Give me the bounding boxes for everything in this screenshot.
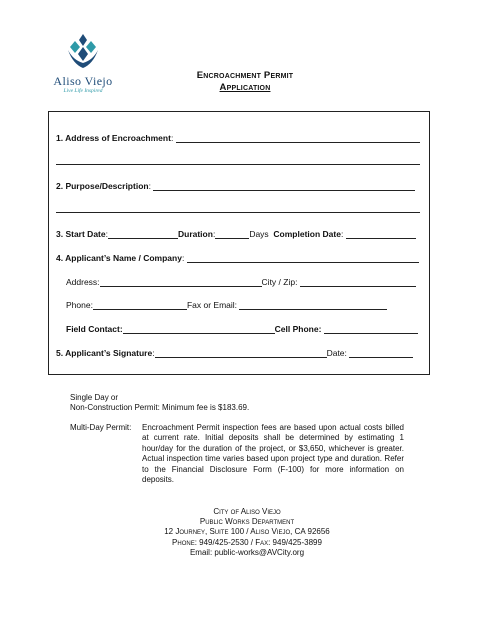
purpose-field[interactable]	[153, 180, 415, 191]
purpose-field-line-2[interactable]	[56, 212, 420, 213]
duration-field[interactable]	[215, 228, 249, 239]
city-email: Email: public-works@AVCity.org	[189, 547, 305, 557]
city-address: 12 Journey, Suite 100 / Aliso Viejo, CA 92656	[164, 527, 330, 537]
logo-tagline: Live Life Inspired	[63, 88, 103, 94]
phone-field[interactable]	[93, 299, 187, 310]
multi-day-text: Encroachment Permit inspection fees are based upon actual costs billed at current rate. Initial deposits shall be determined by estimating 1 hour/day for the duration of the project, or $3,650, whichever is greater. Actual inspection time varies based upon project type and duration. Refer to the Financial Disclosure Form (F-100) for more information on deposits.	[142, 423, 404, 485]
field-contact-label: Field Contact:	[66, 324, 123, 334]
completion-date-label: Completion Date	[273, 229, 341, 239]
field-contact-row	[66, 322, 418, 334]
address-field[interactable]	[176, 132, 420, 143]
days-label: Days	[249, 229, 269, 239]
applicant-address-field[interactable]	[100, 276, 262, 287]
cell-phone-field[interactable]	[324, 323, 418, 334]
city-contact-block	[120, 507, 374, 558]
dates-row: 3. Start Date : Duration : Days Completion Date :	[56, 227, 416, 239]
start-date-label: 3. Start Date	[56, 229, 106, 239]
signature-field[interactable]	[155, 347, 327, 358]
cell-phone-label: Cell Phone:	[274, 324, 322, 334]
fax-email-label: Fax or Email:	[186, 300, 238, 310]
document-title	[150, 70, 340, 94]
field-contact-field[interactable]	[123, 323, 275, 334]
logo-emblem-icon	[64, 34, 102, 70]
date-label: Date:	[326, 348, 347, 358]
city-name: City of Aliso Viejo	[213, 507, 281, 516]
multi-day-label: Multi-Day Permit:	[70, 423, 132, 432]
fax-email-field[interactable]	[239, 299, 387, 310]
address-field-line-2[interactable]	[56, 164, 420, 165]
logo-city-name: Aliso Viejo	[53, 74, 113, 88]
city-zip-field[interactable]	[300, 276, 416, 287]
applicant-address-row	[66, 275, 416, 287]
duration-label: Duration	[177, 229, 213, 239]
start-date-field[interactable]	[108, 228, 178, 239]
single-day-note	[70, 393, 249, 413]
address-label: 1. Address of Encroachment	[56, 133, 171, 143]
applicant-name-label: 4. Applicant’s Name / Company	[56, 253, 182, 263]
signature-date-field[interactable]	[349, 347, 413, 358]
single-day-line-1: Single Day or	[70, 393, 119, 402]
purpose-row: 2. Purpose/Description :	[56, 179, 415, 191]
department-name: Public Works Department	[199, 517, 295, 527]
signature-row: 5. Applicant’s Signature : Date:	[56, 346, 413, 358]
single-day-line-2: Non-Construction Permit: Minimum fee is $183.69.	[70, 403, 250, 412]
phone-fax: Phone: 949/425-2530 / Fax: 949/425-3899	[172, 537, 322, 547]
aliso-viejo-logo	[44, 34, 122, 98]
city-zip-label: City / Zip:	[261, 277, 298, 287]
applicant-address-label: Address:	[66, 277, 100, 287]
purpose-label: 2. Purpose/Description	[56, 181, 149, 191]
phone-row	[66, 298, 387, 310]
signature-label: 5. Applicant’s Signature	[56, 348, 153, 358]
applicant-row: 4. Applicant’s Name / Company :	[56, 251, 419, 263]
phone-label: Phone:	[66, 300, 93, 310]
application-form-box	[48, 111, 430, 375]
title-line-1: Encroachment Permit	[196, 70, 294, 81]
completion-date-field[interactable]	[346, 228, 416, 239]
title-line-2: Application	[219, 82, 271, 93]
applicant-name-field[interactable]	[187, 252, 419, 263]
address-row: 1. Address of Encroachment :	[56, 131, 420, 143]
